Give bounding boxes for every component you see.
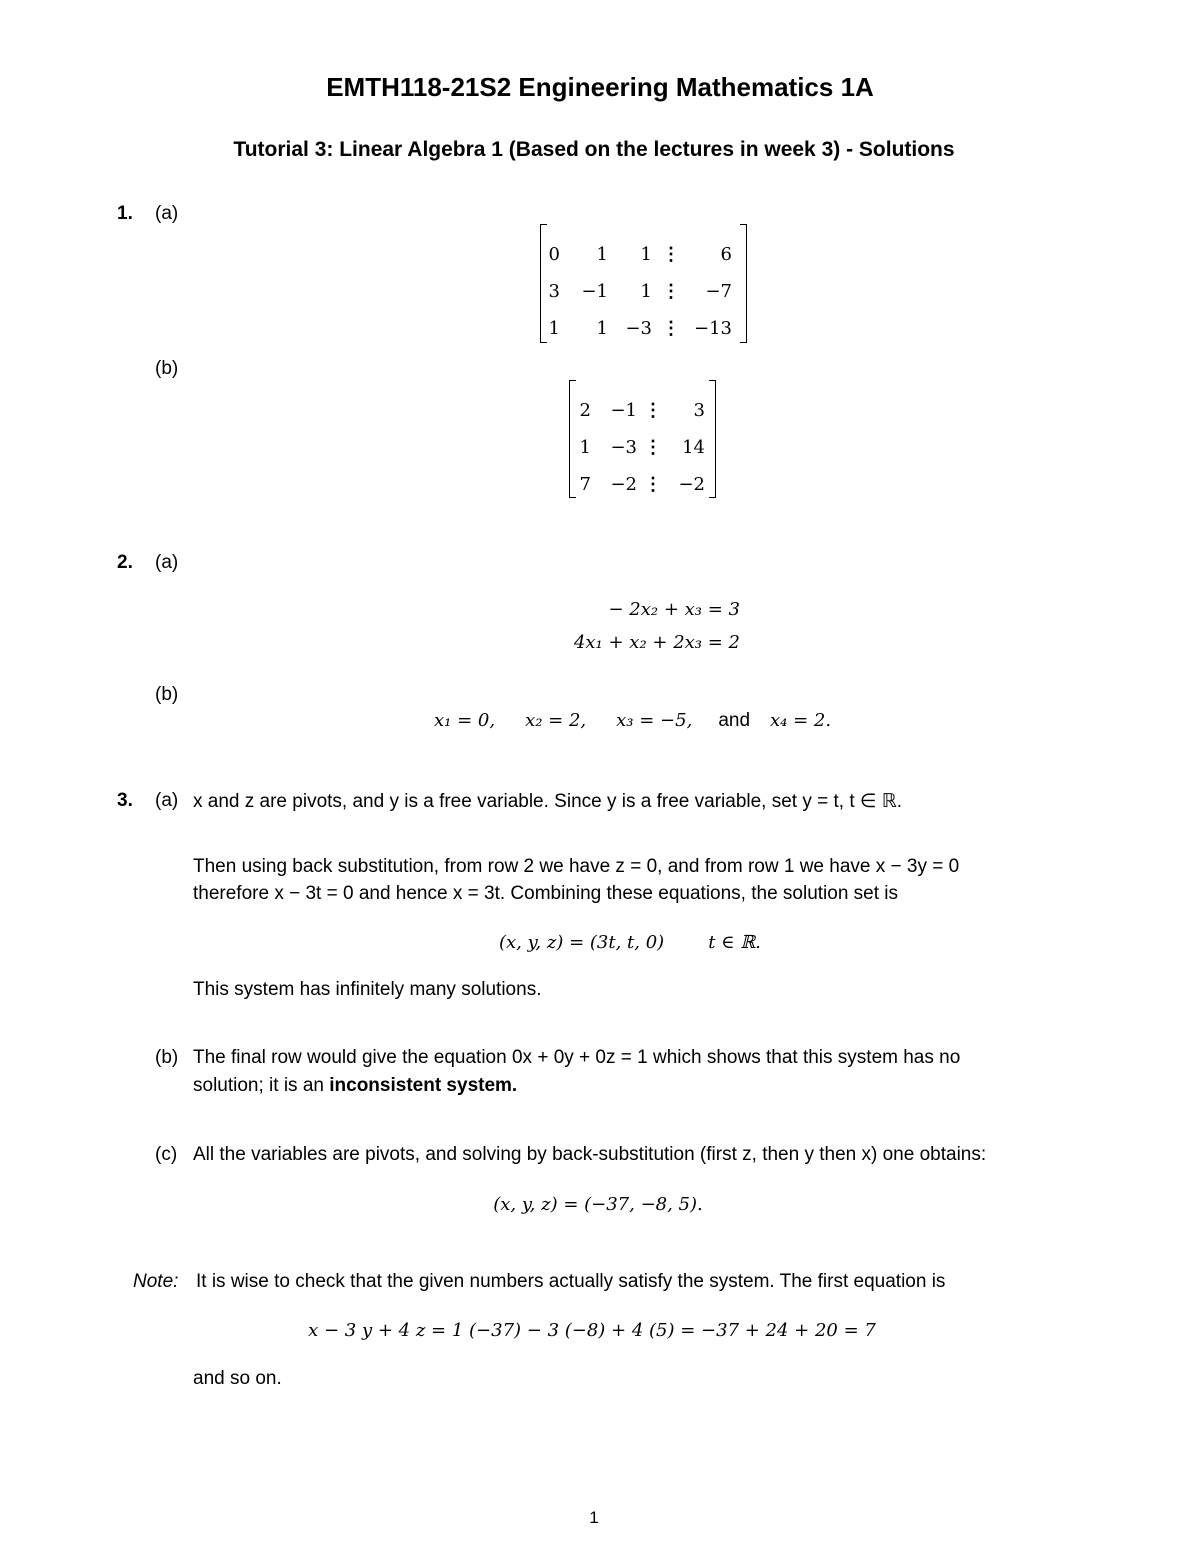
matrix-cell: −3: [625, 318, 652, 339]
matrix-separator: ⋮: [644, 437, 662, 458]
matrix-cell: 1: [579, 437, 591, 458]
matrix-cell: −7: [705, 281, 732, 302]
q3-part-a-label: (a): [155, 790, 179, 811]
matrix-cell: −2: [678, 474, 705, 495]
equation-line: 4x₁ + x₂ + 2x₃ = 2: [573, 632, 740, 653]
matrix-row: [548, 236, 732, 273]
note-text: It is wise to check that the given numbers actually satisfy the system. The first equation is: [196, 1271, 946, 1292]
q3-a-line-3: therefore x − 3t = 0 and hence x = 3t. Combining these equations, the solution set is: [193, 883, 899, 904]
q2-solution-line: [434, 710, 831, 732]
note-closing: and so on.: [193, 1368, 282, 1389]
solution-x4: x₄ = 2.: [770, 710, 832, 731]
matrix-cell: 6: [720, 244, 732, 265]
right-bracket: [709, 380, 716, 498]
question-1-number: 1.: [117, 203, 133, 224]
q2-part-a-label: (a): [155, 552, 179, 573]
matrix-cell: 1: [548, 318, 560, 339]
matrix-row: [577, 429, 705, 466]
q3-a-conclusion: This system has infinitely many solutions.: [193, 979, 542, 1000]
matrix-separator: ⋮: [644, 474, 662, 495]
q3-b-line-1: The final row would give the equation 0x + 0y + 0z = 1 which shows that this system has no: [193, 1047, 961, 1068]
inconsistent-system-term: inconsistent system.: [329, 1075, 518, 1096]
q2-part-b-label: (b): [155, 684, 179, 705]
solution-x1: x₁ = 0,: [434, 710, 496, 731]
q1-part-b-label: (b): [155, 358, 179, 379]
page-title: EMTH118-21S2 Engineering Mathematics 1A: [326, 72, 874, 102]
matrix-row: [577, 392, 705, 429]
matrix-cell: 7: [579, 474, 591, 495]
note-equation: x − 3 y + 4 z = 1 (−37) − 3 (−8) + 4 (5) = −37 + 24 + 20 = 7: [308, 1320, 876, 1341]
matrix-b-table: [577, 392, 705, 503]
left-bracket: [569, 380, 576, 498]
q3-c-solution: (x, y, z) = (−37, −8, 5).: [493, 1194, 703, 1215]
q3-a-line-2: Then using back substitution, from row 2 we have z = 0, and from row 1 we have x − 3y = 0: [193, 856, 960, 877]
matrix-cell: −13: [694, 318, 732, 339]
matrix-a-table: [548, 236, 732, 347]
q3-part-c-label: (c): [155, 1144, 178, 1165]
q1-part-a-label: (a): [155, 203, 179, 224]
solution-tuple: (x, y, z) = (3t, t, 0): [499, 932, 665, 953]
q3-b-line-2-text: solution; it is an: [193, 1075, 330, 1096]
matrix-cell: 3: [693, 400, 705, 421]
q3-part-b-label: (b): [155, 1047, 179, 1068]
matrix-cell: 3: [548, 281, 560, 302]
left-bracket: [540, 224, 547, 343]
matrix-cell: −1: [581, 281, 608, 302]
q3-a-solution-set: [499, 932, 761, 954]
matrix-cell: −3: [610, 437, 637, 458]
matrix-row: [548, 310, 732, 347]
augmented-matrix-a: [540, 224, 747, 343]
question-3-number: 3.: [117, 790, 133, 811]
solution-x2: x₂ = 2,: [525, 710, 587, 731]
augmented-matrix-b: [569, 380, 716, 498]
matrix-cell: −2: [610, 474, 637, 495]
parameter-domain: t ∈ ℝ.: [708, 932, 761, 953]
q3-a-line-1: x and z are pivots, and y is a free variable. Since y is a free variable, set y = t, t ∈ ℝ.: [193, 791, 903, 812]
q2-equation-system: [540, 593, 740, 659]
matrix-cell: 1: [640, 281, 652, 302]
matrix-separator: ⋮: [644, 400, 662, 421]
right-bracket: [740, 224, 747, 343]
matrix-separator: ⋮: [662, 281, 680, 302]
page-subtitle: Tutorial 3: Linear Algebra 1 (Based on the lectures in week 3) - Solutions: [233, 138, 955, 161]
solution-x3: x₃ = −5,: [616, 710, 693, 731]
matrix-cell: 0: [548, 244, 560, 265]
matrix-row: [548, 273, 732, 310]
matrix-separator: ⋮: [662, 244, 680, 265]
matrix-cell: 1: [596, 244, 608, 265]
q3-c-line-1: All the variables are pivots, and solving by back-substitution (first z, then y then x) one obtains:: [193, 1144, 987, 1165]
matrix-row: [577, 466, 705, 503]
question-2-number: 2.: [117, 552, 133, 573]
matrix-separator: ⋮: [662, 318, 680, 339]
matrix-cell: 1: [640, 244, 652, 265]
solution-and: and: [718, 710, 751, 731]
matrix-cell: 14: [682, 437, 705, 458]
page-number: 1: [589, 1508, 599, 1527]
matrix-cell: 2: [579, 400, 591, 421]
q3-b-line-2: [193, 1075, 517, 1097]
matrix-cell: −1: [610, 400, 637, 421]
matrix-cell: 1: [596, 318, 608, 339]
equation-line: − 2x₂ + x₃ = 3: [608, 599, 740, 620]
note-label: Note:: [133, 1271, 179, 1292]
